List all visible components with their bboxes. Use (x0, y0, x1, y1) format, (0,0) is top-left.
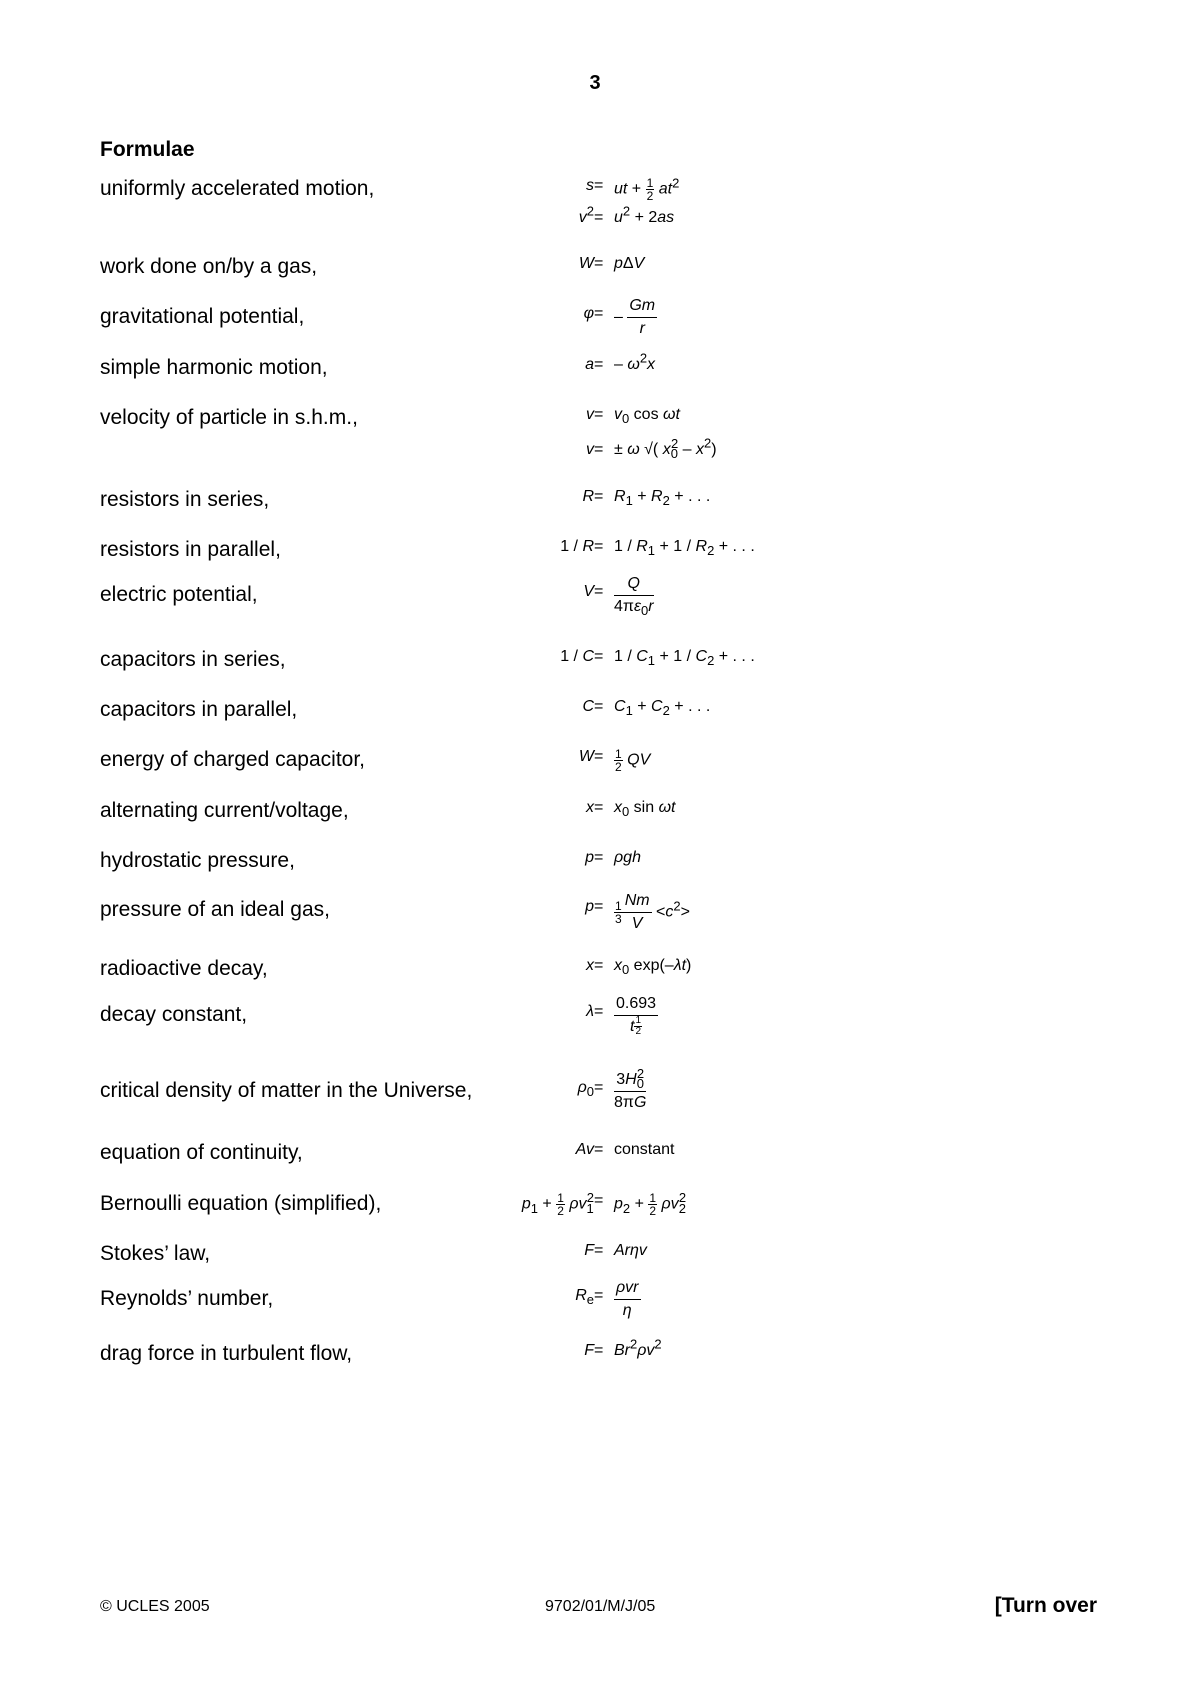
formula-label: energy of charged capacitor, (100, 748, 366, 771)
formula-label: decay constant, (100, 1003, 248, 1026)
formula-label: alternating current/voltage, (100, 799, 349, 822)
formula-label: uniformly accelerated motion, (100, 177, 375, 200)
formula-label: capacitors in parallel, (100, 698, 298, 721)
formula-label: electric potential, (100, 583, 258, 606)
formula-row: capacitors in series, 1 / C = $1 / C_1 + 1 / C_2$ + . . . (100, 648, 755, 671)
formula-label: drag force in turbulent flow, (100, 1342, 353, 1365)
formula-row: alternating current/voltage, x = $x_0$ sin ωt (100, 799, 676, 822)
formula-row: electric potential, V = $\frac{Q}{4\pi\varepsilon_0r}$ (100, 575, 654, 619)
formula-label: gravitational potential, (100, 305, 305, 328)
formula-label: Bernoulli equation (simplified), (100, 1192, 382, 1215)
formula-row: capacitors in parallel, C = $C_1 + C_2$ + . . . (100, 698, 711, 721)
page-number: 3 (589, 72, 601, 94)
formula-row: velocity of particle in s.h.m., v = $v_0$ cos ωt (100, 406, 680, 429)
formula-label: capacitors in series, (100, 648, 286, 671)
formula-label: pressure of an ideal gas, (100, 898, 330, 921)
formula-label: resistors in parallel, (100, 538, 281, 561)
formulae-heading: Formulae (100, 138, 195, 161)
formula-label: Stokes’ law, (100, 1242, 211, 1265)
formula-label: critical density of matter in the Universe, (100, 1079, 473, 1102)
formula-label: simple harmonic motion, (100, 356, 328, 379)
formula-row: gravitational potential, φ = – $\frac{Gm}{r}$ (100, 297, 656, 337)
formula-row: Bernoulli equation (simplified), $p_1$ + $\frac{1}{2}$ $\rho v_1^2$ = $p_2$ + $\frac{1}{2}$ $\rho v_2^2$ (100, 1190, 687, 1218)
formula-label: hydrostatic pressure, (100, 849, 295, 872)
formula-row: drag force in turbulent flow, F = $Br^2\rho v^2$ (100, 1336, 662, 1365)
formula-label: resistors in series, (100, 488, 270, 511)
formula-row: Stokes’ law, F = Arηv (100, 1242, 647, 1265)
formula-row: v = ± ω √( $x_0^2 - x^2$) (586, 435, 717, 462)
formula-row: pressure of an ideal gas, p = $\frac{1}{3}$ $\frac{Nm}{V}$ $<c^2>$ (100, 892, 690, 932)
formula-row: simple harmonic motion, a = – $\omega^2x$ (100, 350, 656, 379)
formula-label: equation of continuity, (100, 1141, 303, 1164)
formula-row: resistors in series, R = $R_1 + R_2$ + . . . (100, 488, 711, 511)
formula-row: $v^2$ = $u^2 + 2as$ (578, 203, 675, 226)
formula-row: energy of charged capacitor, W = $\frac{1}{2}$ QV (100, 747, 651, 774)
formula-label: work done on/by a gas, (100, 255, 318, 278)
formula-label: Reynolds’ number, (100, 1287, 274, 1310)
formula-row: Reynolds’ number, $R_e$ = $\frac{\text{ρvr}}{\eta}$ (100, 1279, 639, 1319)
formula-row: hydrostatic pressure, p = ρgh (100, 849, 641, 872)
formula-row: decay constant, λ = 0.693 t $\frac{1}{2}$ (100, 995, 657, 1038)
formula-row: resistors in parallel, 1 / R = $1 / R_1 + 1 / R_2$ + . . . (100, 538, 755, 561)
turn-over-label: [Turn over (994, 1594, 1097, 1617)
formula-label: radioactive decay, (100, 957, 268, 980)
formula-row: work done on/by a gas, W = pΔV (100, 255, 645, 278)
formula-row: critical density of matter in the Universe, $\rho_0$ = $\frac{3H_0^2}{8\pi G}$ (100, 1065, 647, 1111)
footer-copyright: © UCLES 2005 (100, 1598, 210, 1615)
footer-paper-code: 9702/01/M/J/05 (545, 1598, 656, 1615)
formula-row: equation of continuity, Av = constant (100, 1141, 675, 1164)
formula-row: radioactive decay, x = $x_0$ exp(–λt) (100, 957, 692, 980)
formula-label: velocity of particle in s.h.m., (100, 406, 358, 429)
formula-row: uniformly accelerated motion, s = ut + $\frac{1}{2}$ $at^2$ (100, 175, 680, 203)
